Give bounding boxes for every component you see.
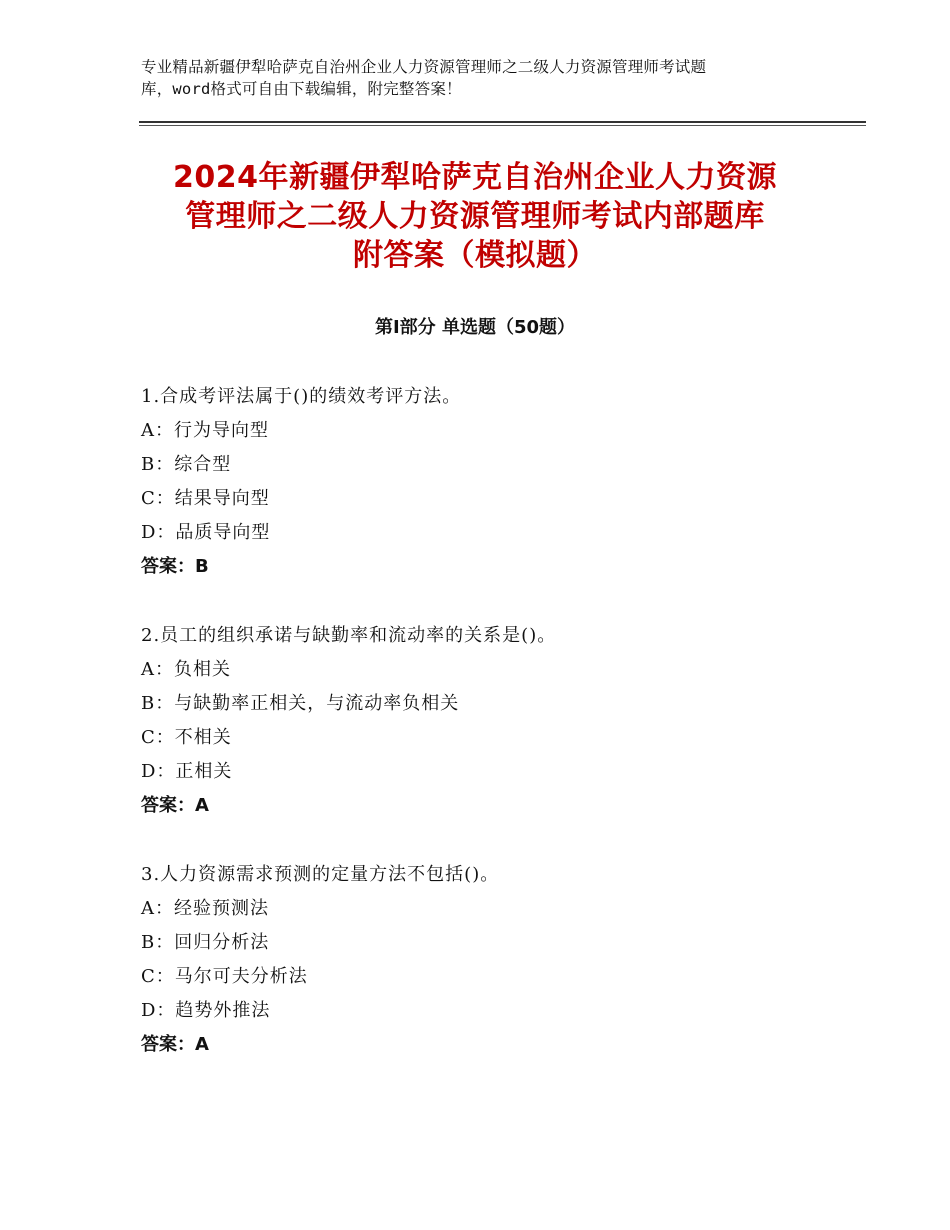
- option-d: D：趋势外推法: [141, 1000, 271, 1021]
- option-c: C：结果导向型: [141, 488, 270, 509]
- option-b: B：回归分析法: [141, 932, 270, 953]
- answer: 答案：B: [141, 556, 209, 577]
- option-b: B：与缺勤率正相关，与流动率负相关: [141, 693, 460, 714]
- header-divider-thick: [139, 121, 866, 123]
- option-a: A：行为导向型: [141, 420, 269, 441]
- document-title-line-3: 附答案（模拟题）: [353, 238, 597, 273]
- header-note-line-2: 库，word格式可自由下载编辑，附完整答案！: [141, 80, 462, 98]
- option-d: D：正相关: [141, 761, 233, 782]
- document-title: [130, 158, 820, 275]
- header-note: [141, 56, 821, 100]
- question-2: [141, 619, 841, 823]
- answer: 答案：A: [141, 1034, 209, 1055]
- option-b: B：综合型: [141, 454, 232, 475]
- question-3: [141, 858, 841, 1062]
- question-1: [141, 380, 841, 584]
- answer: 答案：A: [141, 795, 209, 816]
- question-stem: 1.合成考评法属于()的绩效考评方法。: [141, 386, 462, 407]
- option-a: A：负相关: [141, 659, 231, 680]
- document-title-line-1: 2024年新疆伊犁哈萨克自治州企业人力资源: [173, 160, 777, 195]
- header-divider-thin: [139, 125, 866, 126]
- document-title-line-2: 管理师之二级人力资源管理师考试内部题库: [185, 199, 765, 234]
- option-c: C：马尔可夫分析法: [141, 966, 308, 987]
- option-a: A：经验预测法: [141, 898, 269, 919]
- section-title: 第Ⅰ部分 单选题（50题）: [374, 317, 575, 338]
- header-note-line-1: 专业精品新疆伊犁哈萨克自治州企业人力资源管理师之二级人力资源管理师考试题: [141, 58, 707, 76]
- question-stem: 2.员工的组织承诺与缺勤率和流动率的关系是()。: [141, 625, 557, 646]
- question-stem: 3.人力资源需求预测的定量方法不包括()。: [141, 864, 500, 885]
- option-d: D：品质导向型: [141, 522, 271, 543]
- option-c: C：不相关: [141, 727, 232, 748]
